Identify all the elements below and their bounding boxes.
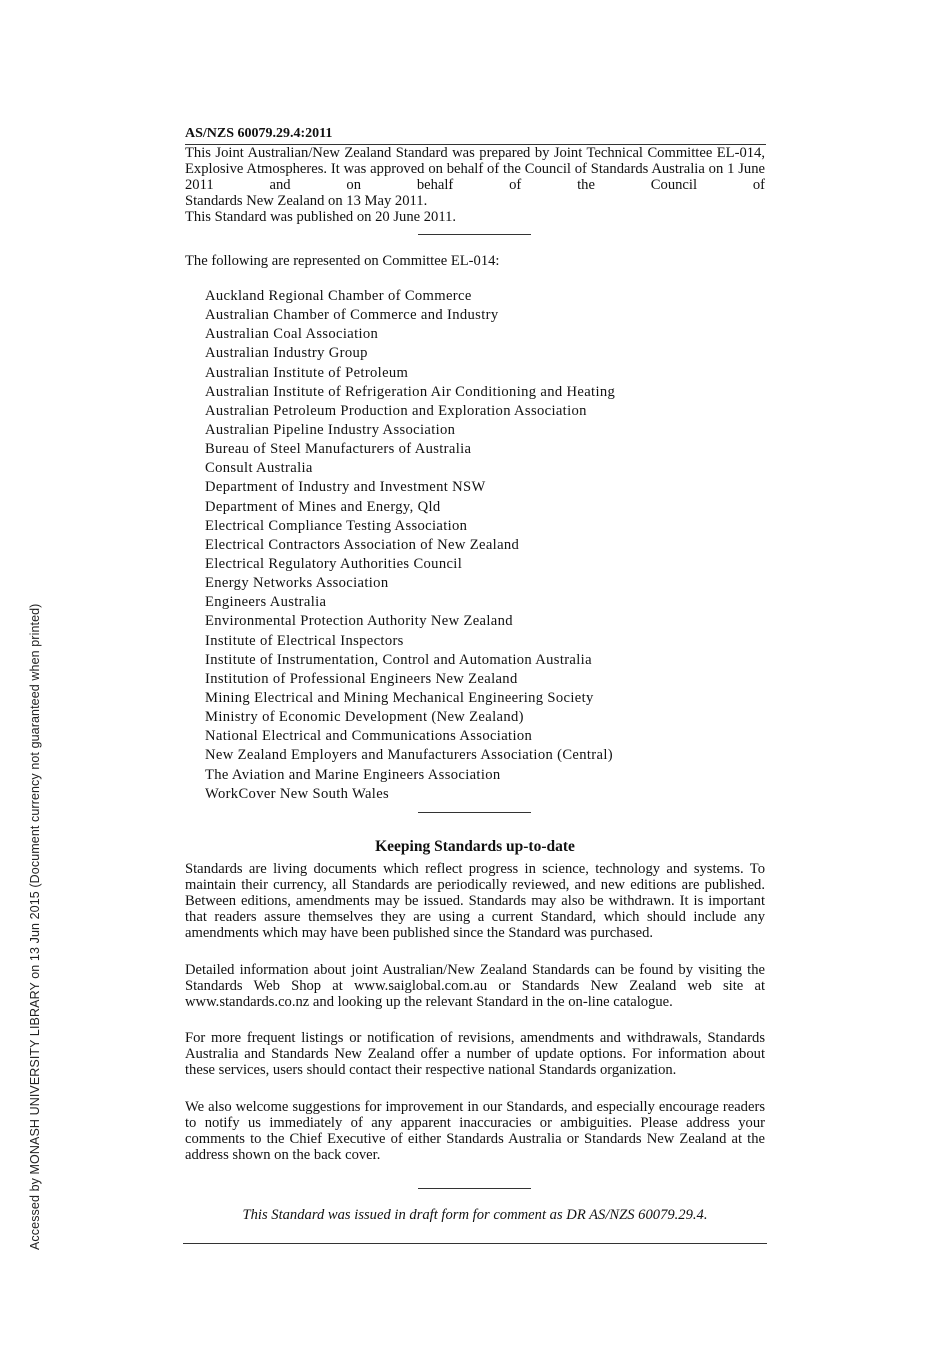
committee-member: The Aviation and Marine Engineers Association bbox=[205, 766, 501, 783]
standard-number: AS/NZS 60079.29.4:2011 bbox=[185, 126, 333, 141]
committee-member: Department of Industry and Investment NSW bbox=[205, 479, 486, 496]
committee-member: WorkCover New South Wales bbox=[205, 785, 390, 802]
intro-paragraph: This Joint Australian/New Zealand Standard was prepared by Joint Technical Committee EL-014, Explosive Atmospheres. It was approved on behalf of the Council of Standards Australia on 1 June 2011 and on behalf of the Council of bbox=[185, 145, 765, 193]
committee-member: Consult Australia bbox=[205, 460, 313, 477]
committee-member: Australian Institute of Petroleum bbox=[205, 364, 409, 381]
committee-member: Mining Electrical and Mining Mechanical Engineering Society bbox=[205, 689, 594, 706]
committee-member: Engineers Australia bbox=[205, 594, 327, 611]
section-heading: Keeping Standards up-to-date bbox=[375, 838, 575, 855]
committee-member: Institute of Electrical Inspectors bbox=[205, 632, 404, 649]
committee-member: Australian Industry Group bbox=[205, 345, 368, 362]
committee-member: Australian Pipeline Industry Association bbox=[205, 421, 456, 438]
draft-note: This Standard was issued in draft form for comment as DR AS/NZS 60079.29.4. bbox=[242, 1207, 708, 1223]
committee-member: National Electrical and Communications Association bbox=[205, 728, 533, 745]
committee-member: Electrical Regulatory Authorities Council bbox=[205, 555, 463, 572]
committee-member: Bureau of Steel Manufacturers of Australia bbox=[205, 441, 472, 458]
committee-heading: The following are represented on Committee EL-014: bbox=[185, 253, 500, 269]
separator-rule bbox=[418, 234, 531, 235]
separator-rule bbox=[418, 812, 531, 813]
paragraph: Standards are living documents which reflect progress in science, technology and systems. To maintain their currency, all Standards are periodically reviewed, and new editions are published. Between editions, amendments may be issued. Standards may also be withdrawn. It is important that readers assure themselves they are using a current Standard, which should include any amendments which may have been published since the Standard was purchased. bbox=[185, 861, 765, 942]
committee-member-list bbox=[205, 287, 615, 804]
committee-member: Electrical Contractors Association of New Zealand bbox=[205, 536, 520, 553]
committee-member: Australian Petroleum Production and Exploration Association bbox=[205, 402, 587, 419]
committee-member: Institution of Professional Engineers New Zealand bbox=[205, 670, 518, 687]
paragraph: For more frequent listings or notification of revisions, amendments and withdrawals, Standards Australia and Standards New Zealand offer a number of update options. For information about these services, users should contact their respective national Standards organization. bbox=[185, 1030, 765, 1079]
separator-rule bbox=[418, 1188, 531, 1189]
committee-member: Environmental Protection Authority New Zealand bbox=[205, 613, 513, 630]
footer-rule bbox=[183, 1243, 767, 1244]
committee-member: Department of Mines and Energy, Qld bbox=[205, 498, 441, 515]
committee-member: Australian Chamber of Commerce and Industry bbox=[205, 307, 499, 324]
committee-member: Institute of Instrumentation, Control and Automation Australia bbox=[205, 651, 592, 668]
committee-member: Australian Institute of Refrigeration Air Conditioning and Heating bbox=[205, 383, 616, 400]
committee-member: Auckland Regional Chamber of Commerce bbox=[205, 288, 472, 304]
access-stamp: Accessed by MONASH UNIVERSITY LIBRARY on 13 Jun 2015 (Document currency not guaranteed when printed) bbox=[28, 603, 42, 1250]
committee-member: Electrical Compliance Testing Association bbox=[205, 517, 468, 534]
committee-member: New Zealand Employers and Manufacturers Association (Central) bbox=[205, 747, 613, 764]
publication-date: This Standard was published on 20 June 2011. bbox=[185, 209, 457, 225]
committee-member: Australian Coal Association bbox=[205, 326, 379, 343]
paragraph: We also welcome suggestions for improvement in our Standards, and especially encourage readers to notify us immediately of any apparent inaccuracies or ambiguities. Please address your comments to the Chief Executive of either Standards Australia or Standards New Zealand at the address shown on the back cover. bbox=[185, 1099, 765, 1164]
committee-member: Energy Networks Association bbox=[205, 575, 389, 592]
intro-paragraph-last-line: Standards New Zealand on 13 May 2011. bbox=[185, 193, 428, 209]
committee-member: Ministry of Economic Development (New Zealand) bbox=[205, 709, 524, 726]
paragraph: Detailed information about joint Australian/New Zealand Standards can be found by visiting the Standards Web Shop at www.saiglobal.com.au or Standards New Zealand web site at www.standards.co.nz and looking up the relevant Standard in the on-line catalogue. bbox=[185, 962, 765, 1011]
